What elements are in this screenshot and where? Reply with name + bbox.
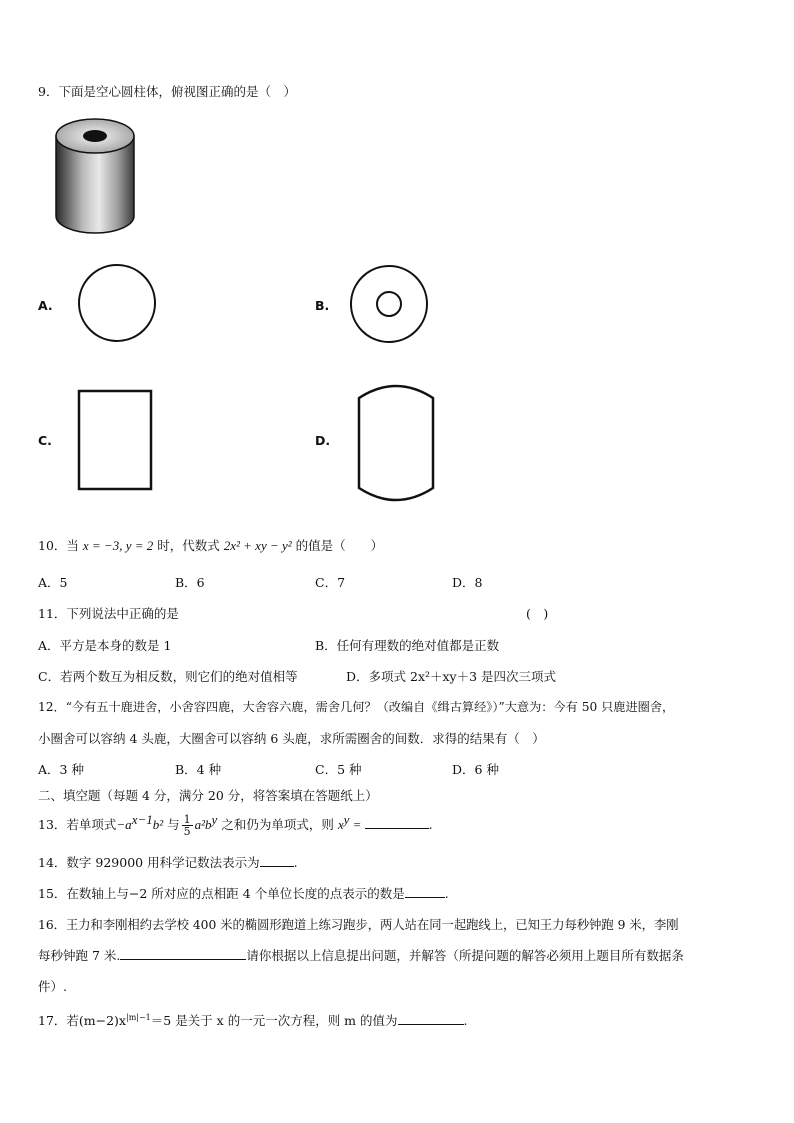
q13-stem xyxy=(38,812,433,837)
q13-and: 与 xyxy=(167,817,180,833)
q9-option-d-label: D. xyxy=(315,433,331,448)
q13-term2: a²b xyxy=(194,817,212,833)
q10-option-b: B．6 xyxy=(175,575,205,590)
q13-term1: −a xyxy=(116,817,132,833)
q13-fraction xyxy=(182,814,193,837)
q13-post: 之和仍为单项式，则 xyxy=(221,817,334,833)
q11-option-b: B．任何有理数的绝对值都是正数 xyxy=(315,638,500,653)
q14-end: . xyxy=(293,855,298,870)
option-d-curved-shape-figure xyxy=(356,380,436,506)
q14-answer-blank[interactable] xyxy=(260,854,294,867)
q10-option-a: A．5 xyxy=(38,575,68,590)
q10-expression: 2x² + xy − y² xyxy=(223,538,292,553)
q14-prefix: 14．数字 929000 用科学记数法表示为 xyxy=(38,855,260,870)
q17-stem xyxy=(38,1011,468,1029)
q13-equals: = xyxy=(349,817,365,833)
q13-term2-exponent: y xyxy=(211,812,218,827)
q10-stem xyxy=(38,536,383,554)
q11-option-c: C．若两个数互为相反数，则它们的绝对值相等 xyxy=(38,669,298,684)
q13-fraction-numerator: 1 xyxy=(183,813,191,827)
q13-fraction-denominator: 5 xyxy=(183,825,191,839)
q17-end: . xyxy=(463,1013,468,1028)
q10-option-d: D．8 xyxy=(452,575,483,590)
q15-prefix: 15．在数轴上与−2 所对应的点相距 4 个单位长度的点表示的数是 xyxy=(38,886,405,901)
q10-option-c: C．7 xyxy=(315,575,346,590)
q12-line2: 小圈舍可以容纳 4 头鹿，大圈舍可以容纳 6 头鹿，求所需圈舍的间数．求得的结果有（ ） xyxy=(38,731,545,746)
hollow-cylinder-figure xyxy=(52,116,138,238)
q16-line2-suffix: 请你根据以上信息提出问题，并解答（所提问题的解答必须用上题目所有数据条 xyxy=(246,948,684,963)
q10-number: 10．当 xyxy=(38,538,79,553)
q9-option-a-label: A. xyxy=(38,298,53,313)
q13-x-exponent: y xyxy=(343,812,350,827)
q17-exponent: |m|−1 xyxy=(126,1012,151,1022)
q12-line1: 12．“今有五十鹿进舍，小舍容四鹿，大舍容六鹿，需舍几何？（改编自《缉古算经》）”大意为：今有 50 只鹿进圈舍， xyxy=(38,700,675,714)
q9-option-b-label: B. xyxy=(315,298,330,313)
q12-option-d: D．6 种 xyxy=(452,762,499,777)
q14-stem xyxy=(38,853,298,871)
q9-option-c-label: C. xyxy=(38,433,52,448)
q9-stem: 9．下面是空心圆柱体，俯视图正确的是（ ） xyxy=(38,84,296,99)
q17-answer-blank[interactable] xyxy=(398,1012,464,1025)
q16-line3: 件）. xyxy=(38,979,67,994)
q10-condition: x = −3, y = 2 xyxy=(82,538,154,553)
q11-option-a: A．平方是本身的数是 1 xyxy=(38,638,172,653)
q15-stem xyxy=(38,884,449,902)
q13-prefix: 13．若单项式 xyxy=(38,817,117,833)
q16-answer-blank[interactable] xyxy=(120,947,246,960)
q11-answer-paren: ( ) xyxy=(526,606,549,621)
q17-mid: ＝5 是关于 x 的一元一次方程，则 m 的值为 xyxy=(150,1013,398,1028)
q10-mid-text: 时，代数式 xyxy=(157,538,220,553)
q13-term1-b: b² xyxy=(152,817,164,833)
option-a-circle-figure xyxy=(76,262,158,344)
q16-line2 xyxy=(38,946,684,964)
q10-tail: 的值是（ ） xyxy=(295,538,384,553)
q17-prefix: 17．若(m−2)x xyxy=(38,1013,126,1028)
q15-end: . xyxy=(444,886,449,901)
option-b-ring-figure xyxy=(348,263,430,345)
q13-end: . xyxy=(428,817,433,833)
section-2-heading: 二、填空题（每题 4 分，满分 20 分，将答案填在答题纸上） xyxy=(38,788,378,803)
q16-line2-prefix: 每秒钟跑 7 米. xyxy=(38,948,121,963)
q15-answer-blank[interactable] xyxy=(405,885,445,898)
q12-option-a: A．3 种 xyxy=(38,762,84,777)
q13-answer-blank[interactable] xyxy=(365,816,429,829)
option-c-rectangle-figure xyxy=(77,389,153,491)
q13-x: x xyxy=(337,817,344,833)
q16-line1: 16．王力和李刚相约去学校 400 米的椭圆形跑道上练习跑步，两人站在同一起跑线上，已知王力每秒钟跑 9 米，李刚 xyxy=(38,918,679,932)
q11-option-d: D．多项式 2x²＋xy＋3 是四次三项式 xyxy=(346,669,557,684)
q13-term1-exponent: x−1 xyxy=(131,812,153,827)
q12-option-c: C．5 种 xyxy=(315,762,362,777)
q11-stem: 11．下列说法中正确的是 xyxy=(38,606,179,621)
q12-option-b: B．4 种 xyxy=(175,762,222,777)
